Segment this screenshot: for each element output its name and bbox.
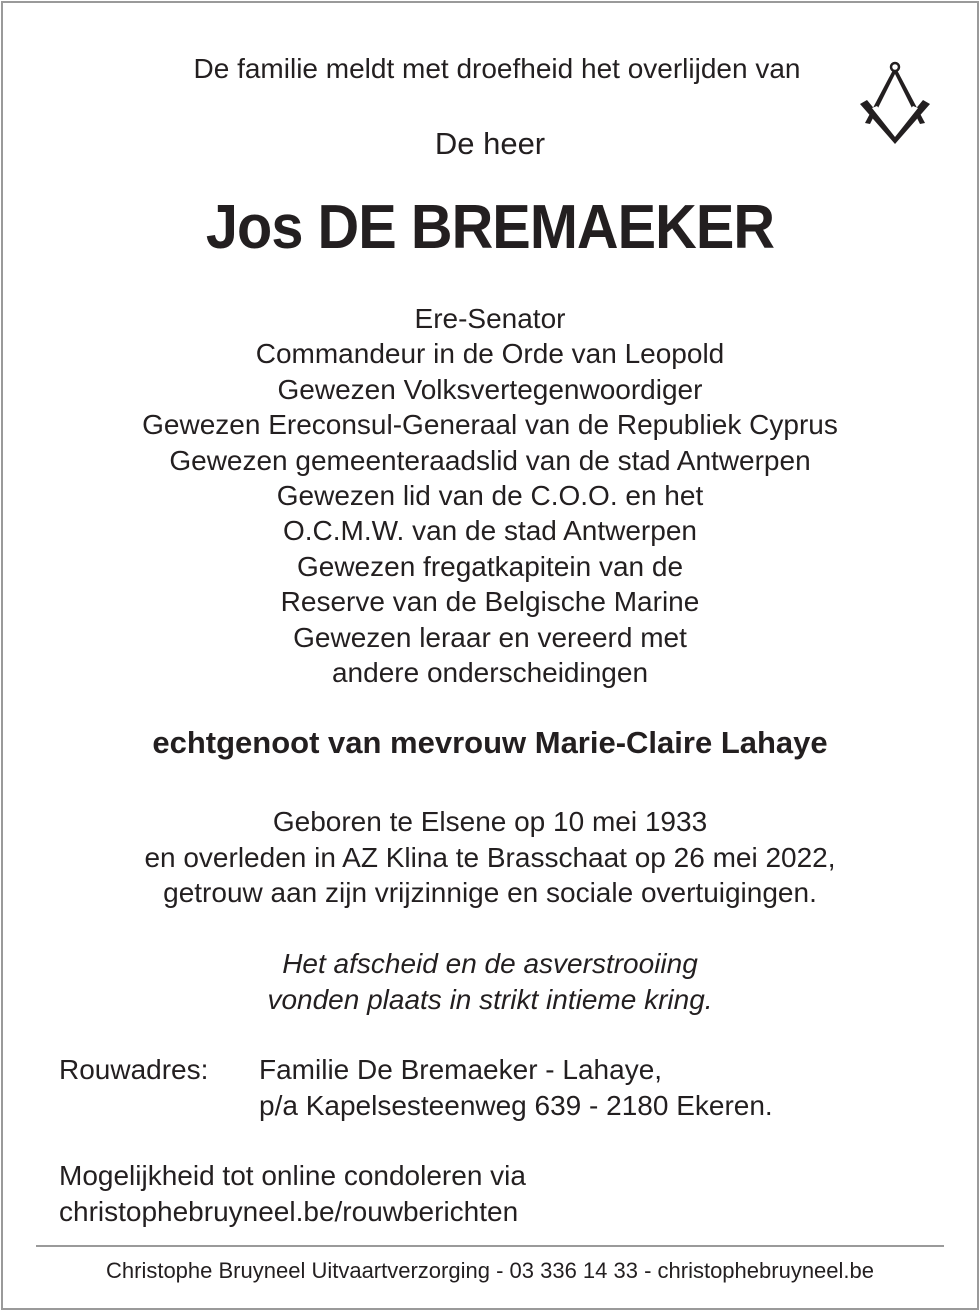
titles-list bbox=[0, 301, 980, 690]
title-line: Gewezen leraar en vereerd met bbox=[293, 621, 687, 653]
intro-text: De familie meldt met droefheid het overlijden van bbox=[193, 53, 801, 84]
online-condolence bbox=[59, 1158, 526, 1229]
title-line: Ere-Senator bbox=[414, 303, 566, 334]
title-line: Gewezen fregatkapitein van de bbox=[296, 550, 684, 582]
ceremony-line: vonden plaats in strikt intieme kring. bbox=[267, 983, 713, 1015]
condolence-text: Mogelijkheid tot online condoleren via bbox=[59, 1160, 526, 1191]
deceased-name: Jos DE BREMAEKER bbox=[205, 193, 775, 262]
address-label: Rouwadres: bbox=[59, 1054, 209, 1085]
title-line: Commandeur in de Orde van Leopold bbox=[255, 338, 725, 370]
birth-death-details bbox=[0, 804, 980, 911]
address-lines bbox=[259, 1052, 773, 1123]
title-line: O.C.M.W. van de stad Antwerpen bbox=[283, 515, 697, 547]
conviction-line: getrouw aan zijn vrijzinnige en sociale overtuigingen. bbox=[163, 877, 817, 908]
footer-divider bbox=[36, 1245, 944, 1247]
address-line: p/a Kapelsesteenweg 639 - 2180 Ekeren. bbox=[259, 1089, 773, 1121]
title-line: Reserve van de Belgische Marine bbox=[280, 586, 700, 618]
title-line: Gewezen Volksvertegenwoordiger bbox=[277, 373, 703, 405]
footer-text: Christophe Bruyneel Uitvaartverzorging - 03 336 14 33 - christophebruyneel.be bbox=[106, 1258, 874, 1283]
address-line: Familie De Bremaeker - Lahaye, bbox=[259, 1054, 663, 1085]
salutation: De heer bbox=[434, 126, 546, 161]
death-line: en overleden in AZ Klina te Brasschaat op 26 mei 2022, bbox=[144, 841, 836, 873]
ceremony-line: Het afscheid en de asverstrooiing bbox=[282, 948, 698, 979]
birth-line: Geboren te Elsene op 10 mei 1933 bbox=[272, 806, 708, 837]
ceremony-notice bbox=[0, 946, 980, 1017]
title-line: andere onderscheidingen bbox=[331, 657, 649, 689]
spouse-line: echtgenoot van mevrouw Marie-Claire Lahaye bbox=[152, 725, 828, 760]
title-line: Gewezen gemeenteraadslid van de stad Antwerpen bbox=[169, 444, 811, 476]
condolence-url[interactable]: christophebruyneel.be/rouwberichten bbox=[59, 1195, 519, 1227]
title-line: Gewezen Ereconsul-Generaal van de Republiek Cyprus bbox=[142, 409, 838, 441]
title-line: Gewezen lid van de C.O.O. en het bbox=[276, 480, 704, 512]
